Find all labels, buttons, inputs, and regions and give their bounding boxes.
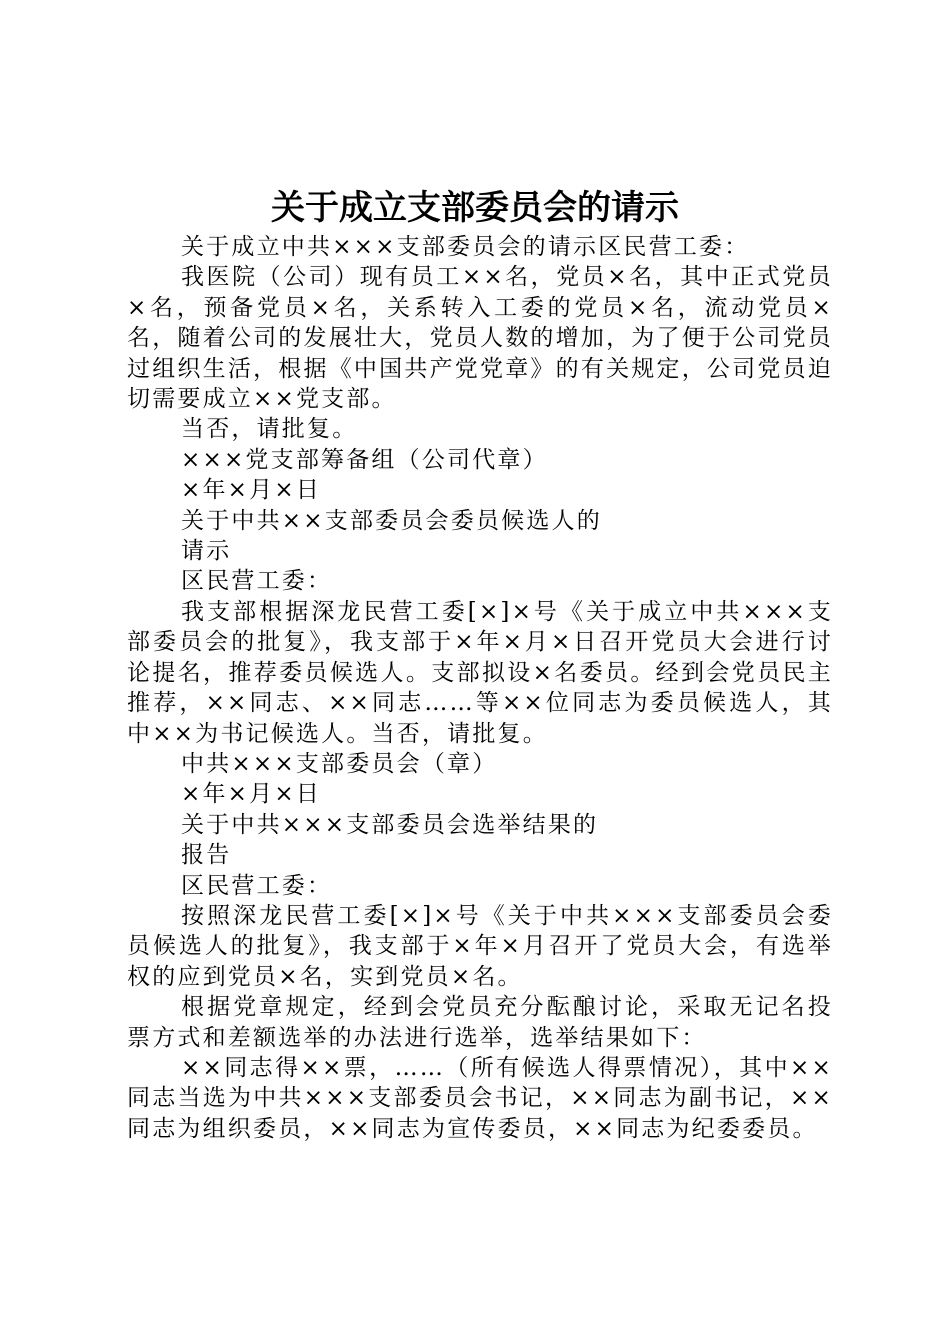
paragraph-request-heading: 关于成立中共×××支部委员会的请示区民营工委： [181, 234, 750, 260]
paragraph-date: ×年×月×日 [181, 477, 322, 504]
paragraph-date: ×年×月×日 [181, 781, 322, 808]
paragraph-election-results: ××同志得××票，……（所有候选人得票情况），其中××同志当选为中共×××支部委员会书记，××同志为副书记，××同志为组织委员，××同志为宣传委员，××同志为纪委委员。 [127, 1054, 833, 1142]
paragraph-staff-overview: 我医院（公司）现有员工××名，党员×名，其中正式党员×名，预备党员×名，关系转入工委的党员×名，流动党员×名，随着公司的发展壮大，党员人数的增加，为了便于公司党员过组织生活，根据《中国共产党党章》的有关规定，公司党员迫切需要成立××党支部。 [127, 264, 833, 413]
paragraph-candidates-body: 我支部根据深龙民营工委[×]×号《关于成立中共×××支部委员会的批复》，我支部于×年×月×日召开党员大会进行讨论提名，推荐委员候选人。支部拟设×名委员。经到会党员民主推荐，××同志、××同志……等××位同志为委员候选人，其中××为书记候选人。当否，请批复。 [127, 598, 833, 747]
paragraph-signature-committee: 中共×××支部委员会（章） [181, 750, 498, 777]
document-title: 关于成立支部委员会的请示 [271, 188, 679, 228]
paragraph-candidates-heading-cont: 请示 [181, 538, 232, 565]
paragraph-recipient: 区民营工委： [181, 872, 333, 899]
paragraph-candidates-heading: 关于中共××支部委员会委员候选人的 [181, 507, 602, 534]
paragraph-election-heading-cont: 报告 [181, 842, 232, 869]
paragraph-recipient: 区民营工委： [181, 568, 333, 595]
paragraph-election-method: 根据党章规定，经到会党员充分酝酿讨论，采取无记名投票方式和差额选举的办法进行选举，选举结果如下： [127, 994, 833, 1051]
paragraph-election-meeting: 按照深龙民营工委[×]×号《关于中共×××支部委员会委员候选人的批复》，我支部于×年×月召开了党员大会，有选举权的应到党员×名，实到党员×名。 [127, 902, 833, 990]
paragraph-request-reply: 当否，请批复。 [181, 416, 358, 443]
paragraph-signature-prep-group: ×××党支部筹备组（公司代章） [181, 446, 548, 473]
document-body [127, 232, 833, 1144]
paragraph-election-heading: 关于中共×××支部委员会选举结果的 [181, 811, 599, 838]
